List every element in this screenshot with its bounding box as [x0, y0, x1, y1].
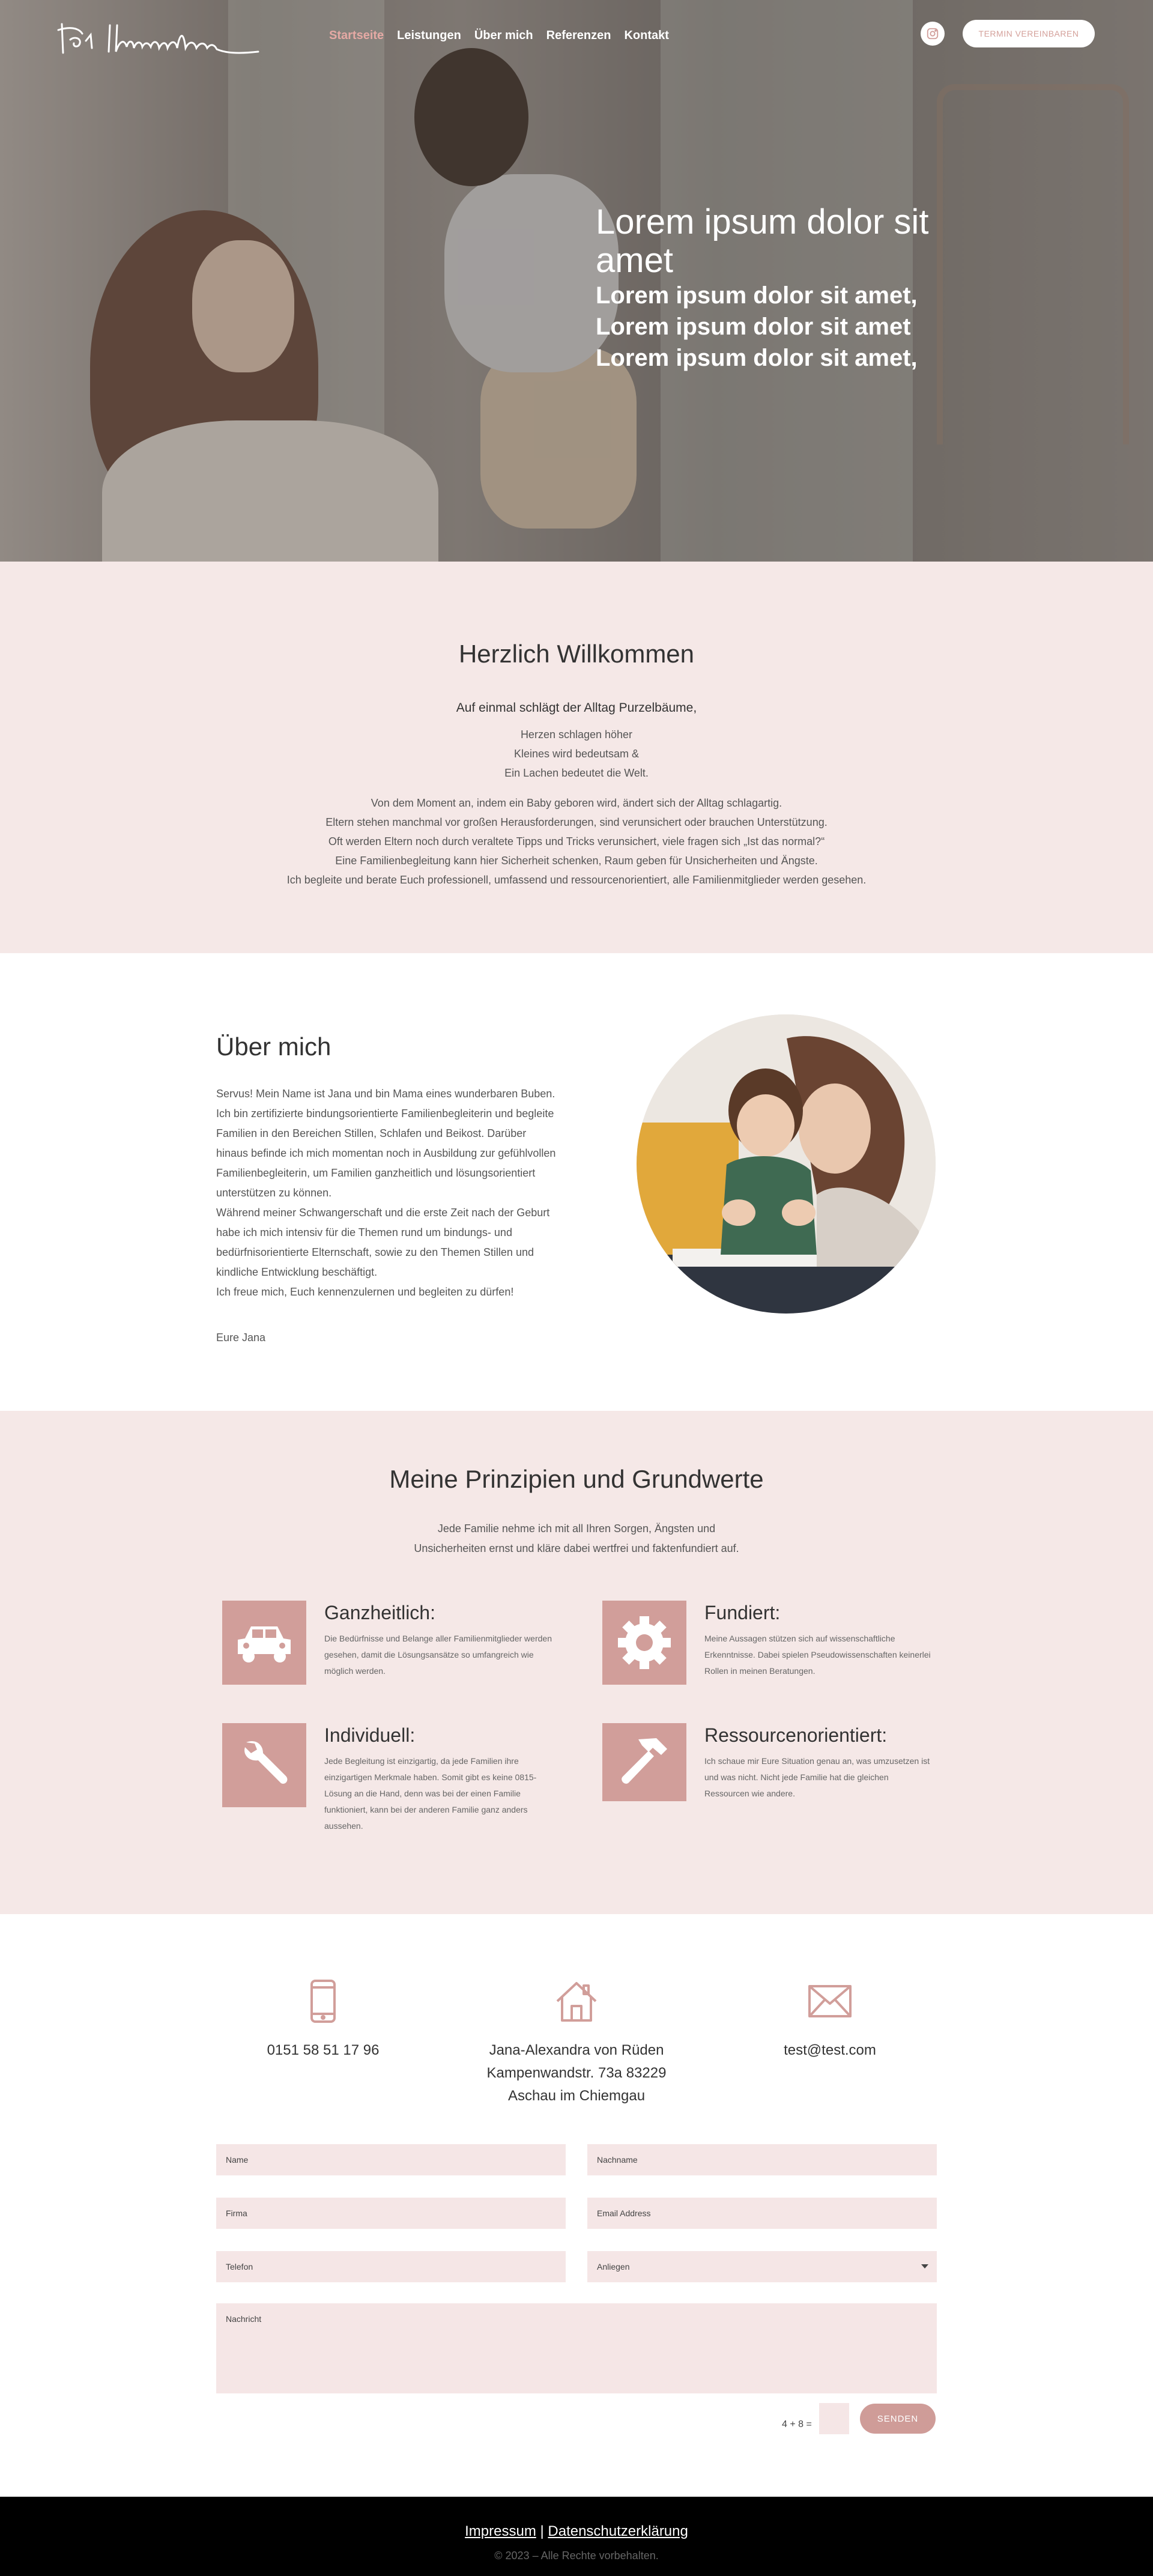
home-icon: [450, 1974, 703, 2028]
hero-text: [596, 203, 956, 374]
principle-title: Individuell:: [324, 1724, 416, 1746]
about-paragraph: Während meiner Schwangerschaft und die erste Zeit nach der Geburt habe ich mich intensiv für die Themen rund um bindungs- und bedürfnisorientierte Elternschaft, sowie zu den Themen Stillen und kindliche Entwicklung beschäftigt.: [216, 1207, 550, 1278]
about-title: Über mich: [216, 1032, 331, 1061]
welcome-lead: Auf einmal schlägt der Alltag Purzelbäume,: [456, 701, 697, 715]
hero-line: Lorem ipsum dolor sit amet,: [596, 345, 918, 371]
envelope-icon: [704, 1974, 956, 2028]
privacy-link[interactable]: Datenschutzerklärung: [548, 2523, 688, 2539]
car-icon: [222, 1601, 306, 1685]
principle-text: Jede Begleitung ist einzigartig, da jede Familien ihre einzigartigen Merkmale haben. Somit gibt es keine 0815-Lösung an die Hand, denn was bei der einen Familie funktioniert, kann bei der anderen Familie ganz anders aussehen.: [324, 1756, 537, 1831]
verse-line: Kleines wird bedeutsam &: [513, 748, 640, 760]
about-portrait: [637, 1014, 936, 1314]
body-line: Von dem Moment an, indem ein Baby geboren wird, ändert sich der Alltag schlagartig.: [371, 797, 782, 809]
instagram-icon[interactable]: [921, 22, 945, 46]
hero-line: Lorem ipsum dolor sit amet,: [596, 282, 918, 309]
lastname-placeholder: Nachname: [597, 2155, 638, 2165]
phone-field[interactable]: [216, 2251, 566, 2282]
message-textarea[interactable]: [216, 2303, 937, 2393]
welcome-title: Herzlich Willkommen: [458, 640, 695, 668]
principle-card: [596, 1723, 933, 1819]
hero-overlay: [0, 0, 1153, 562]
phone-placeholder: Telefon: [226, 2262, 253, 2271]
verse-line: Ein Lachen bedeutet die Welt.: [504, 767, 649, 779]
email-address[interactable]: test@test.com: [784, 2042, 876, 2058]
nav-item-kontakt[interactable]: Kontakt: [624, 29, 669, 42]
principles-section: [0, 1411, 1153, 1914]
gear-icon: [602, 1601, 686, 1685]
welcome-verse: [0, 725, 1153, 783]
contact-phone: [197, 1974, 449, 2062]
body-line: Ich begleite und berate Euch professionell, umfassend und ressourcenorientiert, alle Familienmitglieder werden gesehen.: [286, 874, 867, 886]
contact-email: [704, 1974, 956, 2062]
principle-title: Fundiert:: [704, 1602, 781, 1623]
concern-select[interactable]: [587, 2251, 937, 2282]
contact-section: [0, 1914, 1153, 2497]
hero-title: Lorem ipsum dolor sit amet: [596, 202, 929, 280]
email-field[interactable]: [587, 2198, 937, 2229]
principle-card: [596, 1601, 933, 1697]
welcome-body: [0, 793, 1153, 889]
nav-item-ueber-mich[interactable]: Über mich: [474, 29, 533, 42]
captcha-question: 4 + 8 =: [782, 2419, 812, 2429]
company-placeholder: Firma: [226, 2208, 247, 2218]
phone-number[interactable]: 0151 58 51 17 96: [267, 2042, 380, 2058]
address-line: Jana-Alexandra von Rüden: [489, 2042, 664, 2058]
main-menu: [329, 29, 669, 43]
book-appointment-button[interactable]: TERMIN VEREINBAREN: [963, 20, 1095, 47]
send-button[interactable]: SENDEN: [860, 2404, 936, 2434]
address-text: [450, 2039, 703, 2108]
copyright-text: © 2023 – Alle Rechte vorbehalten.: [494, 2550, 659, 2562]
nav-item-startseite[interactable]: Startseite: [329, 29, 384, 42]
footer-links: [0, 2523, 1153, 2540]
hammer-icon: [602, 1723, 686, 1801]
principle-text: Die Bedürfnisse und Belange aller Familienmitglieder werden gesehen, damit die Lösungsansätze so umfangreich wie möglich werden.: [324, 1634, 552, 1676]
chevron-down-icon: [921, 2264, 928, 2268]
hero-line: Lorem ipsum dolor sit amet: [596, 314, 911, 340]
about-signature: Eure Jana: [216, 1332, 266, 1344]
signature-logo[interactable]: [57, 17, 267, 60]
wrench-icon: [222, 1723, 306, 1807]
verse-line: Herzen schlagen höher: [520, 729, 633, 741]
impressum-link[interactable]: Impressum: [465, 2523, 536, 2539]
concern-selected: Anliegen: [597, 2262, 630, 2271]
company-field[interactable]: [216, 2198, 566, 2229]
address-line: Aschau im Chiemgau: [507, 2088, 646, 2104]
contact-address: [450, 1974, 703, 2108]
footer-separator: |: [540, 2523, 544, 2539]
about-section: [0, 953, 1153, 1411]
body-line: Oft werden Eltern noch durch veraltete Tipps und Tricks verunsichert, viele fragen sich „Ist das normal?“: [328, 835, 825, 847]
address-line: Kampenwandstr. 73a 83229: [486, 2065, 667, 2081]
principle-card: [216, 1723, 552, 1831]
name-placeholder: Name: [226, 2155, 249, 2165]
welcome-section: [0, 562, 1153, 953]
body-line: Eltern stehen manchmal vor großen Herausforderungen, sind verunsichert oder brauchen Unterstützung.: [325, 816, 828, 828]
name-field[interactable]: [216, 2144, 566, 2175]
principle-text: Ich schaue mir Eure Situation genau an, was umzusetzen ist und was nicht. Nicht jede Familie hat die gleichen Ressourcen wie andere.: [704, 1756, 930, 1798]
captcha-input[interactable]: [819, 2403, 849, 2434]
principle-text: Meine Aussagen stützen sich auf wissenschaftliche Erkenntnisse. Dabei spielen Pseudowissenschaften keinerlei Rollen in meinen Beratungen.: [704, 1634, 931, 1676]
message-placeholder: Nachricht: [226, 2314, 262, 2324]
nav-item-referenzen[interactable]: Referenzen: [546, 29, 611, 42]
lastname-field[interactable]: [587, 2144, 937, 2175]
nav-item-leistungen[interactable]: Leistungen: [397, 29, 461, 42]
principle-title: Ganzheitlich:: [324, 1602, 435, 1623]
site-header: [0, 0, 1153, 75]
intro-line: Jede Familie nehme ich mit all Ihren Sorgen, Ängsten und: [437, 1523, 716, 1535]
body-line: Eine Familienbegleitung kann hier Sicherheit schenken, Raum geben für Unsicherheiten und Ängste.: [335, 855, 818, 867]
principle-title: Ressourcenorientiert:: [704, 1724, 888, 1746]
about-paragraph: Ich freue mich, Euch kennenzulernen und begleiten zu dürfen!: [216, 1286, 514, 1298]
about-text: [216, 1084, 560, 1302]
principles-intro: [0, 1519, 1153, 1559]
email-placeholder: Email Address: [597, 2208, 651, 2218]
site-footer: [0, 2497, 1153, 2576]
phone-icon: [197, 1974, 449, 2028]
hero-section: [0, 0, 1153, 562]
intro-line: Unsicherheiten ernst und kläre dabei wertfrei und faktenfundiert auf.: [414, 1542, 739, 1554]
about-paragraph: Ich bin zertifizierte bindungsorientierte Familienbegleiterin und begleite Familien in den Bereichen Stillen, Schlafen und Beikost. Darüber hinaus befinde ich mich momentan noch in Ausbildung zur gefühlvollen Familienbegleiterin, um Familien ganzheitlich und lösungsorientiert unterstützen zu können.: [216, 1108, 556, 1199]
principle-card: [216, 1601, 552, 1697]
about-paragraph: Servus! Mein Name ist Jana und bin Mama eines wunderbaren Buben.: [216, 1088, 555, 1100]
principles-title: Meine Prinzipien und Grundwerte: [389, 1465, 764, 1493]
